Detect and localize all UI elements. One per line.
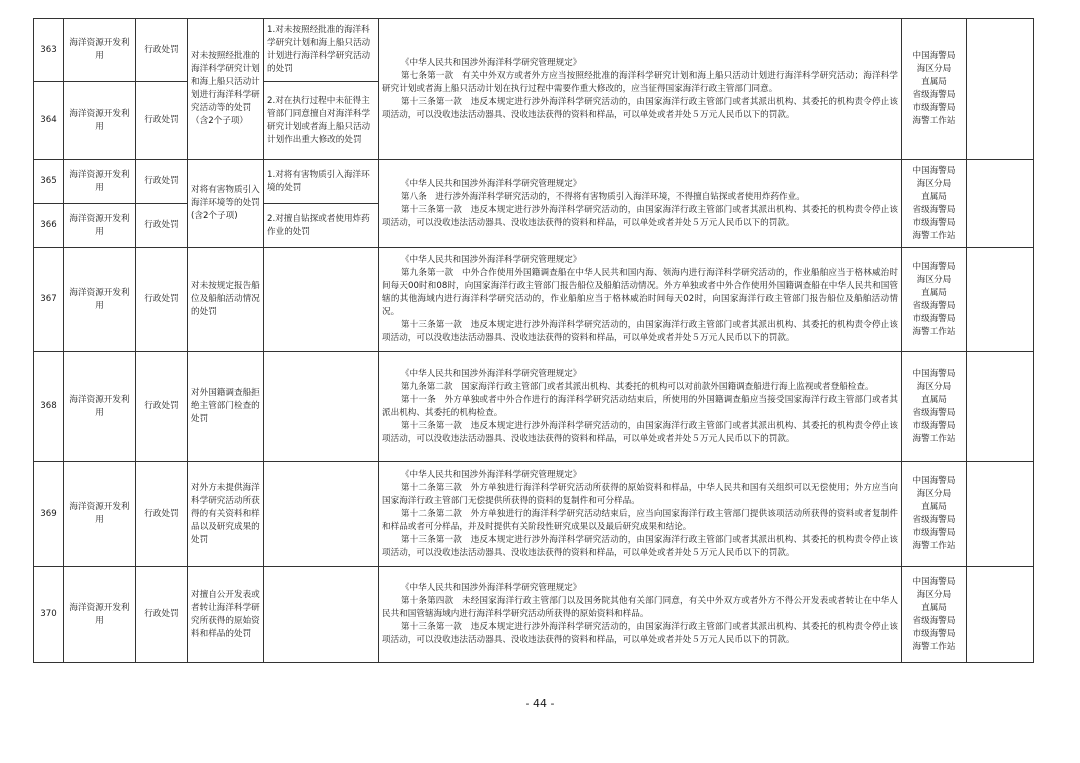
law-clause: 第十三条第一款 违反本规定进行涉外海洋科学研究活动的，由国家海洋行政主管部门或者其派出机构、其委托的机构责令停止该项活动，可以没收违法活动器具、没收违法获得的资料和样品，可以单处或者并处５万元人民币以下的罚款。	[382, 622, 898, 645]
sub-item-cell: 2.对擅自钻探或者使用炸药作业的处罚	[264, 204, 379, 248]
item-cell: 对未按规定报告船位及船舶活动情况的处罚	[188, 248, 264, 352]
category-cell: 海洋资源开发利用	[64, 82, 136, 160]
law-clause: 第九条第二款 国家海洋行政主管部门或者其派出机构、其委托的机构可以对前款外国籍调查船进行海上监视或者登船检查。	[400, 381, 874, 392]
note-cell	[967, 567, 1034, 663]
type-cell: 行政处罚	[136, 204, 188, 248]
enforcement-items-table	[33, 18, 1034, 663]
category-cell: 海洋资源开发利用	[64, 567, 136, 663]
org-name: 海区分局	[916, 274, 952, 285]
type-cell: 行政处罚	[136, 352, 188, 462]
org-name: 直属局	[921, 77, 947, 87]
law-clause: 第八条 进行涉外海洋科学研究活动的，不得将有害物质引入海洋环境，不得擅自钻探或者使用炸药作业。	[400, 191, 805, 202]
org-name: 中国海警局	[912, 368, 956, 379]
org-name: 海警工作站	[912, 116, 956, 126]
note-cell	[967, 248, 1034, 352]
org-name: 市级海警局	[912, 217, 956, 228]
category-cell: 海洋资源开发利用	[64, 462, 136, 567]
org-name: 海区分局	[916, 64, 952, 74]
legal-basis-cell	[379, 160, 902, 248]
law-title: 《中华人民共和国涉外海洋科学研究管理规定》	[400, 368, 582, 379]
sub-item-cell: 2.对在执行过程中未征得主管部门同意擅自对海洋科学研究计划或者海上船只活动计划作出重大修改的处罚	[264, 82, 379, 160]
note-cell	[967, 352, 1034, 462]
org-name: 省级海警局	[912, 515, 956, 525]
type-cell: 行政处罚	[136, 248, 188, 352]
org-cell	[902, 567, 967, 663]
note-cell	[967, 160, 1034, 248]
org-name: 海警工作站	[912, 541, 956, 551]
org-name: 海警工作站	[912, 641, 956, 652]
org-name: 省级海警局	[912, 90, 956, 100]
note-cell	[967, 19, 1034, 160]
org-name: 海警工作站	[912, 433, 956, 444]
legal-basis-cell	[379, 19, 902, 160]
table-row	[34, 352, 1034, 462]
org-cell	[902, 352, 967, 462]
org-name: 中国海警局	[912, 576, 956, 587]
type-cell: 行政处罚	[136, 19, 188, 82]
table-row	[34, 567, 1034, 663]
row-number: 369	[34, 462, 64, 567]
table-row	[34, 160, 1034, 204]
type-cell: 行政处罚	[136, 82, 188, 160]
item-cell: 对外方未提供海洋科学研究活动所获得的有关资料和样品以及研究成果的处罚	[188, 462, 264, 567]
law-clause: 第九条第一款 中外合作使用外国籍调查船在中华人民共和国内海、领海内进行海洋科学研究活动的，作业船舶应当于格林威治时间每天00时和08时，向国家海洋行政主管部门报告船位及船舶活动情况。外方单独或者中外合作使用外国籍调查船在中华人民共和国管辖的其他海域内进行海洋科学研究活动的，作业船舶应当于格林威治时间每天02时，向国家海洋行政主管部门报告船位及船舶活动情况。	[382, 268, 898, 317]
category-cell: 海洋资源开发利用	[64, 19, 136, 82]
type-cell: 行政处罚	[136, 567, 188, 663]
org-name: 直属局	[921, 191, 947, 202]
law-title: 《中华人民共和国涉外海洋科学研究管理规定》	[400, 583, 582, 593]
org-name: 市级海警局	[912, 313, 956, 324]
org-cell	[902, 19, 967, 160]
org-name: 海区分局	[916, 178, 952, 189]
category-cell: 海洋资源开发利用	[64, 160, 136, 204]
org-cell	[902, 248, 967, 352]
org-name: 直属局	[921, 602, 947, 613]
row-number: 370	[34, 567, 64, 663]
law-clause: 第十三条第一款 违反本规定进行涉外海洋科学研究活动的，由国家海洋行政主管部门或者其派出机构、其委托的机构责令停止该项活动，可以没收违法活动器具、没收违法获得的资料和样品，可以单处或者并处５万元人民币以下的罚款。	[382, 420, 898, 444]
note-cell	[967, 462, 1034, 567]
law-clause: 第十三条第一款 违反本规定进行涉外海洋科学研究活动的，由国家海洋行政主管部门或者其派出机构、其委托的机构责令停止该项活动，可以没收违法活动器具、没收违法获得的资料和样品，可以单处或者并处５万元人民币以下的罚款。	[382, 204, 898, 228]
row-number: 366	[34, 204, 64, 248]
category-cell: 海洋资源开发利用	[64, 352, 136, 462]
sub-item-cell	[264, 462, 379, 567]
org-name: 省级海警局	[912, 300, 956, 311]
org-name: 海区分局	[916, 381, 952, 392]
org-name: 中国海警局	[912, 476, 956, 486]
legal-basis-cell	[379, 567, 902, 663]
org-name: 海警工作站	[912, 326, 956, 337]
law-title: 《中华人民共和国涉外海洋科学研究管理规定》	[400, 178, 582, 189]
type-cell: 行政处罚	[136, 160, 188, 204]
org-name: 省级海警局	[912, 204, 956, 215]
org-cell	[902, 462, 967, 567]
sub-item-cell	[264, 352, 379, 462]
law-clause: 第七条第一款 有关中外双方或者外方应当按照经批准的海洋科学研究计划和海上船只活动计划进行海洋科学研究活动；海洋科学研究计划或者海上船只活动计划在执行过程中需要作重大修改的，应当征得国家海洋行政主管部门同意。	[382, 70, 898, 94]
table-row	[34, 248, 1034, 352]
org-name: 省级海警局	[912, 407, 956, 418]
org-name: 市级海警局	[912, 420, 956, 431]
org-name: 海区分局	[916, 589, 952, 600]
org-name: 省级海警局	[912, 615, 956, 626]
law-clause: 第十三条第一款 违反本规定进行涉外海洋科学研究活动的，由国家海洋行政主管部门或者其派出机构、其委托的机构责令停止该项活动，可以没收违法活动器具、没收违法获得的资料和样品，可以单处或者并处５万元人民币以下的罚款。	[382, 534, 898, 558]
legal-basis-cell	[379, 462, 902, 567]
sub-item-cell: 1.对未按照经批准的海洋科学研究计划和海上船只活动计划进行海洋科学研究活动的处罚	[264, 19, 379, 82]
row-number: 368	[34, 352, 64, 462]
row-number: 365	[34, 160, 64, 204]
law-clause: 第十条第四款 未经国家海洋行政主管部门以及国务院其他有关部门同意，有关中外双方或者外方不得公开发表或者转让在中华人民共和国管辖海域内进行海洋科学研究活动所获得的原始资料和样品。	[382, 596, 898, 619]
sub-item-cell: 1.对将有害物质引入海洋环境的处罚	[264, 160, 379, 204]
law-title: 《中华人民共和国涉外海洋科学研究管理规定》	[400, 57, 582, 68]
item-cell: 对未按照经批准的海洋科学研究计划和海上船只活动计划进行海洋科学研究活动等的处罚（含2个子项）	[188, 19, 264, 160]
law-title: 《中华人民共和国涉外海洋科学研究管理规定》	[400, 469, 582, 480]
law-clause: 第十三条第一款 违反本规定进行涉外海洋科学研究活动的，由国家海洋行政主管部门或者其派出机构、其委托的机构责令停止该项活动，可以没收违法活动器具、没收违法获得的资料和样品，可以单处或者并处５万元人民币以下的罚款。	[382, 320, 898, 343]
sub-item-cell	[264, 567, 379, 663]
org-name: 中国海警局	[912, 165, 956, 176]
table-row	[34, 462, 1034, 567]
org-name: 海区分局	[916, 489, 952, 499]
org-cell	[902, 160, 967, 248]
item-cell: 对擅自公开发表或者转让海洋科学研究所获得的原始资料和样品的处罚	[188, 567, 264, 663]
category-cell: 海洋资源开发利用	[64, 204, 136, 248]
row-number: 364	[34, 82, 64, 160]
law-clause: 第十三条第一款 违反本规定进行涉外海洋科学研究活动的，由国家海洋行政主管部门或者其派出机构、其委托的机构责令停止该项活动，可以没收违法活动器具、没收违法获得的资料和样品，可以单处或者并处５万元人民币以下的罚款。	[382, 96, 898, 120]
law-title: 《中华人民共和国涉外海洋科学研究管理规定》	[400, 255, 582, 265]
law-clause: 第十一条 外方单独或者中外合作进行的海洋科学研究活动结束后，所使用的外国籍调查船应当接受国家海洋行政主管部门或者其派出机构、其委托的机构检查。	[382, 394, 898, 418]
page-number: - 44 -	[525, 697, 555, 710]
org-name: 直属局	[921, 502, 947, 512]
legal-basis-cell	[379, 352, 902, 462]
category-cell: 海洋资源开发利用	[64, 248, 136, 352]
type-cell: 行政处罚	[136, 462, 188, 567]
org-name: 市级海警局	[912, 628, 956, 639]
row-number: 363	[34, 19, 64, 82]
org-name: 中国海警局	[912, 261, 956, 272]
law-clause: 第十二条第二款 外方单独进行的海洋科学研究活动结束后，应当向国家海洋行政主管部门提供该项活动所获得的资料或者复制件和样品或者可分样品，并及时提供有关阶段性研究成果以及最后研究成果和结论。	[382, 508, 898, 532]
org-name: 市级海警局	[912, 103, 956, 113]
org-name: 直属局	[921, 394, 947, 405]
org-name: 市级海警局	[912, 528, 956, 538]
sub-item-cell	[264, 248, 379, 352]
org-name: 直属局	[921, 287, 947, 298]
legal-basis-cell	[379, 248, 902, 352]
table-row	[34, 19, 1034, 82]
row-number: 367	[34, 248, 64, 352]
org-name: 海警工作站	[912, 230, 956, 241]
item-cell: 对将有害物质引入海洋环境等的处罚(含2个子项)	[188, 160, 264, 248]
org-name: 中国海警局	[912, 51, 956, 61]
item-cell: 对外国籍调查船拒绝主管部门检查的处罚	[188, 352, 264, 462]
law-clause: 第十二条第三款 外方单独进行海洋科学研究活动所获得的原始资料和样品，中华人民共和国有关组织可以无偿使用；外方应当向国家海洋行政主管部门无偿提供所获得的资料的复制件和可分样品。	[382, 482, 898, 506]
